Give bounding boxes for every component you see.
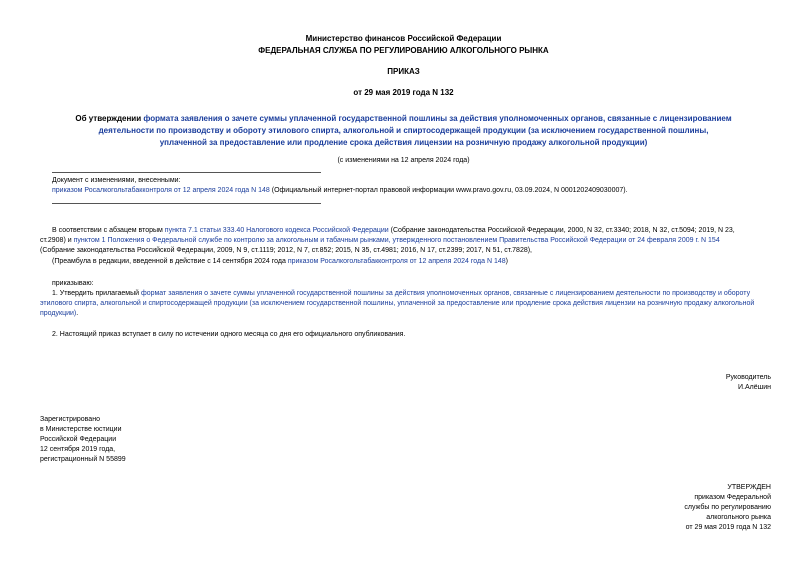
title-prefix: Об утверждении <box>75 114 144 123</box>
registration-line-4: 12 сентября 2019 года, <box>40 446 116 453</box>
registration-line-5: регистрационный N 55899 <box>40 456 126 463</box>
edit-note-link[interactable]: приказом Росалкогольтабакконтроля от 12 апреля 2024 года N 148 <box>287 258 506 265</box>
signature-position: Руководитель <box>725 374 771 381</box>
preamble-line-1 <box>52 226 787 236</box>
registration-line-2: в Министерстве юстиции <box>40 426 122 433</box>
doc-type: ПРИКАЗ <box>387 67 420 76</box>
item-1-period: . <box>76 310 79 317</box>
title-format-link[interactable]: формата заявления о зачете суммы уплаченной государственной пошлины за действия уполномоченных органов, связанные с лицензированием <box>143 114 732 123</box>
changes-heading: Документ с изменениями, внесенными: <box>52 177 181 184</box>
divider-bottom <box>52 203 321 204</box>
order-word: приказываю: <box>52 280 94 287</box>
item-1-format-link[interactable]: формат заявления о зачете суммы уплаченной государственной пошлины за действия уполномоченных органов, связанные с лицензированием деятельности по производству и обороту <box>140 290 751 297</box>
preamble-text: В соответствии с абзацем вторым <box>52 227 165 234</box>
registration-line-1: Зарегистрировано <box>40 416 100 423</box>
approved-line-4: алкогольного рынка <box>706 514 771 521</box>
item-1-format-link-cont-2[interactable]: продукции) <box>40 310 77 317</box>
doc-date-number: от 29 мая 2019 года N 132 <box>353 88 454 97</box>
title-format-link-cont-2[interactable]: уплаченной за предоставление или продление срока действия лицензии на розничную продажу алкогольной продукции) <box>159 138 648 147</box>
item-1-format-link-cont[interactable]: этилового спирта, алкогольной и спиртосодержащей продукции (за исключением государственной пошлины, уплаченной за предоставление или продление срока действия лицензии на розничную продажу алкогольной <box>40 300 755 307</box>
edit-note-close: ) <box>505 258 508 265</box>
title-line-2 <box>0 126 807 135</box>
ministry-name: Министерство финансов Российской Федерации <box>305 34 502 43</box>
item-1-text: 1. Утвердить прилагаемый <box>52 290 141 297</box>
title-line-3 <box>0 138 807 147</box>
approved-line-3: службы по регулированию <box>684 504 771 511</box>
preamble-line-2 <box>40 236 720 246</box>
changes-line <box>52 186 628 196</box>
preamble-line-3: (Собрание законодательства Российской Федерации, 2009, N 9, ст.1119; 2012, N 7, ст.852; 2015, N 35, ст.4981; 2016, N 17, ст.2399; 2017, N 51, ст.7828), <box>40 247 533 254</box>
signature-name: И.Алёшин <box>737 384 771 391</box>
tax-code-link[interactable]: пункта 7.1 статьи 333.40 Налогового кодекса Российской Федерации <box>164 227 389 234</box>
registration-line-3: Российской Федерации <box>40 436 117 443</box>
item-1-line-1 <box>52 289 750 299</box>
approved-line-2: приказом Федеральной <box>694 494 771 501</box>
preamble-text: ст.2908) и <box>40 237 74 244</box>
title-format-link-cont[interactable]: деятельности по производству и обороту этилового спирта, алкогольной и спиртосодержащей продукции (за исключением государственной пошлины, <box>98 126 709 135</box>
item-2: 2. Настоящий приказ вступает в силу по истечении одного месяца со дня его официального опубликования. <box>52 331 406 338</box>
regulation-link[interactable]: пунктом 1 Положения о Федеральной службе по контролю за алкогольным и табачным рынками, утвержденного постановлением Правительства Российской Федерации от 24 февраля 2009 г. N 154 <box>73 237 720 244</box>
amended-note: (с изменениями на 12 апреля 2024 года) <box>337 157 470 164</box>
service-name: ФЕДЕРАЛЬНАЯ СЛУЖБА ПО РЕГУЛИРОВАНИЮ АЛКОГОЛЬНОГО РЫНКА <box>258 46 549 55</box>
divider-top <box>52 172 321 173</box>
approved-line-1: УТВЕРЖДЕН <box>727 484 771 491</box>
preamble-text: (Собрание законодательства Российской Федерации, 2000, N 32, ст.3340; 2018, N 32, ст.5094; 2019, N 23, <box>388 227 735 234</box>
item-1-line-2 <box>40 299 754 309</box>
changes-link[interactable]: приказом Росалкогольтабакконтроля от 12 апреля 2024 года N 148 <box>52 187 270 194</box>
preamble-edit-note <box>52 257 508 267</box>
changes-source: (Официальный интернет-портал правовой информации www.pravo.gov.ru, 03.09.2024, N 0001202409030007). <box>269 187 628 194</box>
edit-note-text: (Преамбула в редакции, введенной в действие с 14 сентября 2024 года <box>52 258 288 265</box>
approved-line-5: от 29 мая 2019 года N 132 <box>685 524 771 531</box>
title-line-1 <box>0 114 807 123</box>
item-1-line-3 <box>40 309 78 319</box>
